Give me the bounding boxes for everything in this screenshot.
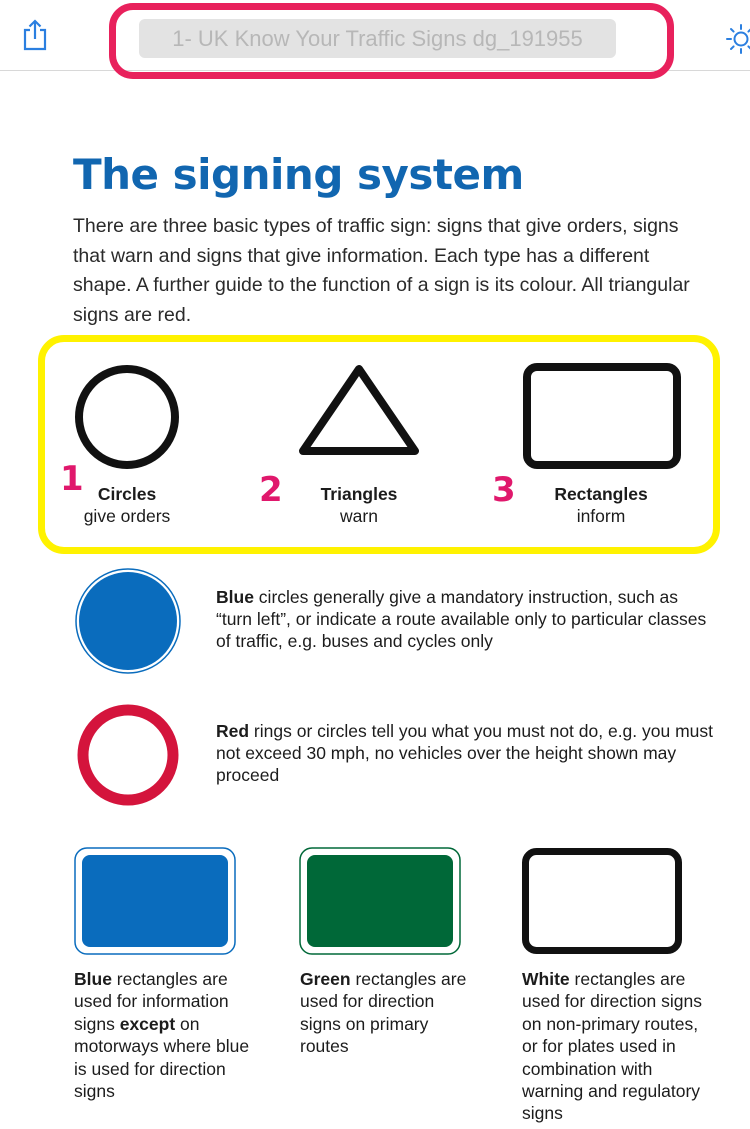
green-rectangle-caption <box>300 968 470 1058</box>
toolbar <box>0 0 750 71</box>
rectangle-shape-icon <box>522 362 682 470</box>
blue-circle-sign <box>73 566 183 676</box>
blue-rect-text: rectangles are used for information signs <box>74 969 229 1034</box>
red-ring-sign <box>73 700 183 810</box>
white-rect-bold: White <box>522 969 570 989</box>
green-rect-bold: Green <box>300 969 351 989</box>
blue-rect-bold: Blue <box>74 969 112 989</box>
triangles-name: Triangles <box>320 484 398 504</box>
circle-shape-icon <box>72 362 182 472</box>
blue-rectangle-sign <box>74 847 236 955</box>
brightness-icon <box>724 22 750 56</box>
white-rectangle-sign <box>521 847 683 955</box>
document-title[interactable]: 1- UK Know Your Traffic Signs dg_191955 <box>139 19 616 58</box>
triangles-label <box>299 483 419 527</box>
share-button[interactable] <box>16 16 54 54</box>
brightness-button[interactable] <box>724 22 750 56</box>
badge-2: 2 <box>259 470 283 510</box>
blue-circle-bold: Blue <box>216 587 254 607</box>
red-ring-text: rings or circles tell you what you must not do, e.g. you must not exceed 30 mph, no vehicles over the height shown may proceed <box>216 721 714 785</box>
blue-circle-description <box>216 586 716 652</box>
circles-desc: give orders <box>83 506 171 526</box>
intro-paragraph: There are three basic types of traffic sign: signs that give orders, signs that warn and signs that give information. Each type has a different shape. A further guide to the function of a sign is its colour. All triangular signs are red. <box>73 215 690 326</box>
rectangles-label <box>535 483 667 527</box>
badge-1: 1 <box>60 459 84 499</box>
red-ring-description <box>216 720 716 786</box>
blue-circle-text: circles generally give a mandatory instruction, such as “turn left”, or indicate a route available only to particular classes of traffic, e.g. buses and cycles only <box>216 587 707 651</box>
blue-rectangle-caption <box>74 968 254 1102</box>
circles-name: Circles <box>97 484 157 504</box>
white-rect-text: rectangles are used for direction signs on non-primary routes, or for plates used in combination with warning and regulatory signs <box>522 969 702 1124</box>
rectangles-name: Rectangles <box>554 484 648 504</box>
share-icon <box>22 19 48 51</box>
triangle-shape-icon <box>296 362 422 458</box>
circles-label <box>68 483 186 527</box>
triangles-desc: warn <box>340 506 378 526</box>
red-ring-bold: Red <box>216 721 250 741</box>
blue-rect-text2: on motorways where blue is used for direction signs <box>74 1013 250 1102</box>
green-rect-text: rectangles are used for direction signs on primary routes <box>300 969 467 1057</box>
page-heading: The signing system <box>73 150 524 199</box>
green-rectangle-sign <box>299 847 461 955</box>
white-rectangle-caption <box>522 968 717 1125</box>
rectangles-desc: inform <box>576 506 626 526</box>
badge-3: 3 <box>492 470 516 510</box>
blue-rect-bold-except: except <box>119 1013 176 1034</box>
